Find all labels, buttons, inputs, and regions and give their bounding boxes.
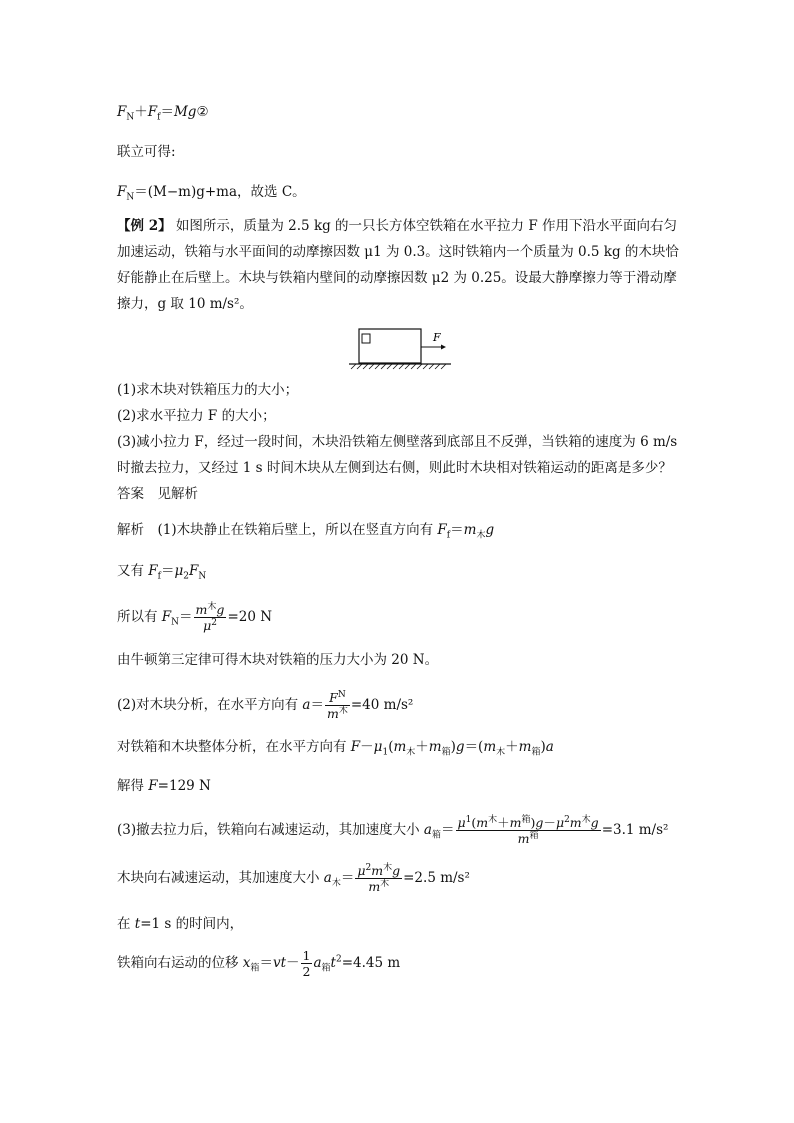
question-3-line1: (3)减小拉力 F，经过一段时间，木块沿铁箱左侧壁落到底部且不反弹，当铁箱的速度为 6 m/s — [117, 434, 678, 450]
solution-part1: 解析 (1)木块静止在铁箱后壁上，所以在竖直方向有 $F_f=m_木g$ — [117, 522, 495, 541]
solution-part2: (2)对木块分析，在水平方向有 a＝ $\frac{F^N}{m^木}$ =40 m/s² — [117, 689, 414, 721]
example-tag: 【例 2】 — [117, 218, 172, 234]
ground-hatch — [351, 364, 446, 369]
question-3-line2: 时撤去拉力，又经过 1 s 时间木块从左侧到达右侧，则此时木块相对铁箱运动的距离是多少？ — [117, 460, 672, 476]
solution-box-displacement: 铁箱向右运动的位移 $x_箱=vt-$ $\frac{1}{2}$ $a_箱t^2=4.45$ m — [117, 948, 401, 979]
answer-label: 答案 见解析 — [117, 486, 198, 502]
equation-2: $F_N+F_f=Mg②$ — [117, 104, 209, 123]
force-label: F — [433, 331, 441, 344]
iron-box-figure — [345, 327, 455, 372]
solution-friction-eq: 又有 $F_f=\mu_2F_N$ — [117, 563, 207, 582]
example-2-statement — [117, 213, 682, 317]
solution-whole: 对铁箱和木块整体分析，在水平方向有 $F-\mu_1(m_木+m_箱)g=(m_木+m_箱)a$ — [117, 739, 554, 758]
solution-part3: (3)撤去拉力后，铁箱向右减速运动，其加速度大小 $a_箱=$ $\frac{\mu^1(m^木+m^箱)g-\mu^2m^木g}{m^箱}$ =3.1 m/s² — [117, 814, 669, 846]
question-1: (1)求木块对铁箱压力的大小； — [117, 382, 299, 398]
example-text: 如图所示，质量为 2.5 kg 的一只长方体空铁箱在水平拉力 F 作用下沿水平面向右匀加速运动，铁箱与水平面间的动摩擦因数 μ1 为 0.3。这时铁箱内一个质量为 0.5 kg 的木块恰好能静止在后壁上。木块与铁箱内壁间的动摩擦因数 μ2 为 0.25。设最大静摩擦力等于滑动摩擦力，g 取 10 m/s²。 — [117, 218, 679, 312]
equation-fn-result: $F_N=(M-m)g+ma$，故选 C。 — [117, 184, 306, 203]
solution-time: 在 t=1 s 的时间内， — [117, 916, 244, 932]
solution-F-result: 解得 F=129 N — [117, 778, 211, 794]
question-2: (2)求水平拉力 F 的大小； — [117, 408, 276, 424]
text-lianli: 联立可得: — [117, 144, 176, 160]
solution-fn-eq: 所以有 $F_N=$ $\frac{m^木g}{\mu^2}$ =20 N — [117, 601, 273, 633]
solution-newton3: 由牛顿第三定律可得木块对铁箱的压力大小为 20 N。 — [117, 652, 439, 668]
solution-block-accel: 木块向右减速运动，其加速度大小 $a_木=$ $\frac{\mu^2m^木g}{m^木}$ =2.5 m/s² — [117, 862, 470, 894]
wooden-block — [362, 334, 370, 343]
